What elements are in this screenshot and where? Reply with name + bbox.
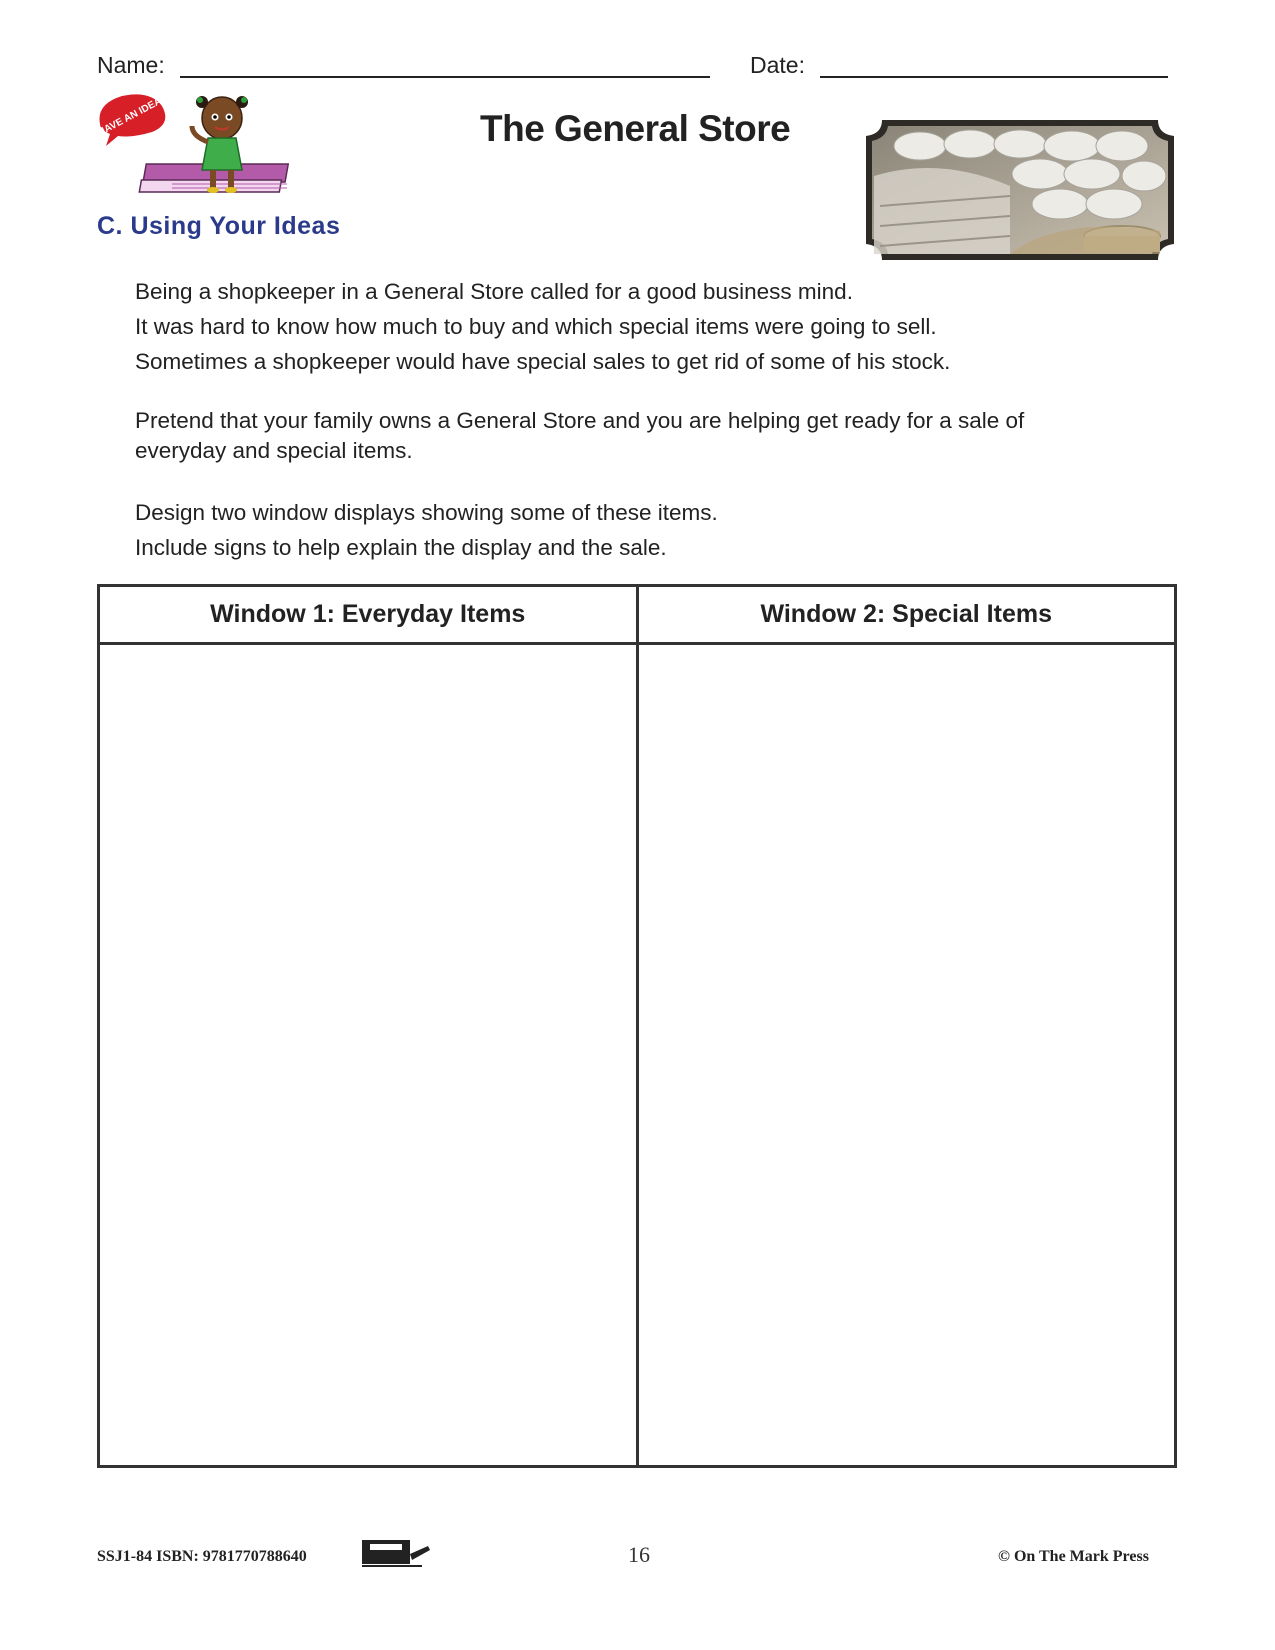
design-line: Design two window displays showing some of these items. — [135, 500, 718, 525]
window-2-header: Window 2: Special Items — [637, 586, 1176, 644]
copier-icon — [360, 1536, 432, 1570]
design-paragraph — [135, 495, 1155, 565]
page-number: 16 — [628, 1542, 650, 1567]
intro-line: Being a shopkeeper in a General Store called for a good business mind. — [135, 279, 853, 304]
design-line: Include signs to help explain the display and the sale. — [135, 535, 667, 560]
window-display-table — [97, 584, 1177, 1468]
footer-copyright: © On The Mark Press — [998, 1548, 1149, 1565]
name-field[interactable] — [180, 76, 710, 78]
window-1-header: Window 1: Everyday Items — [99, 586, 638, 644]
task-line: everyday and special items. — [135, 438, 413, 463]
window-1-drawing-area[interactable] — [99, 644, 638, 1467]
task-line: Pretend that your family owns a General Store and you are helping get ready for a sale of — [135, 408, 1025, 433]
window-2-drawing-area[interactable] — [637, 644, 1176, 1467]
date-field[interactable] — [820, 76, 1168, 78]
idea-badge-text: I HAVE AN IDEA! — [92, 94, 167, 142]
task-paragraph — [135, 406, 1155, 466]
intro-line: It was hard to know how much to buy and which special items were going to sell. — [135, 314, 937, 339]
idea-mascot-logo — [92, 86, 322, 206]
page-title: The General Store — [480, 108, 791, 149]
date-label: Date: — [750, 52, 805, 78]
section-heading: C. Using Your Ideas — [97, 212, 341, 240]
name-label: Name: — [97, 52, 165, 78]
store-photo — [860, 116, 1180, 264]
intro-line: Sometimes a shopkeeper would have special sales to get rid of some of his stock. — [135, 349, 951, 374]
intro-paragraph — [135, 274, 1155, 379]
footer-code: SSJ1-84 ISBN: 9781770788640 — [97, 1548, 307, 1565]
